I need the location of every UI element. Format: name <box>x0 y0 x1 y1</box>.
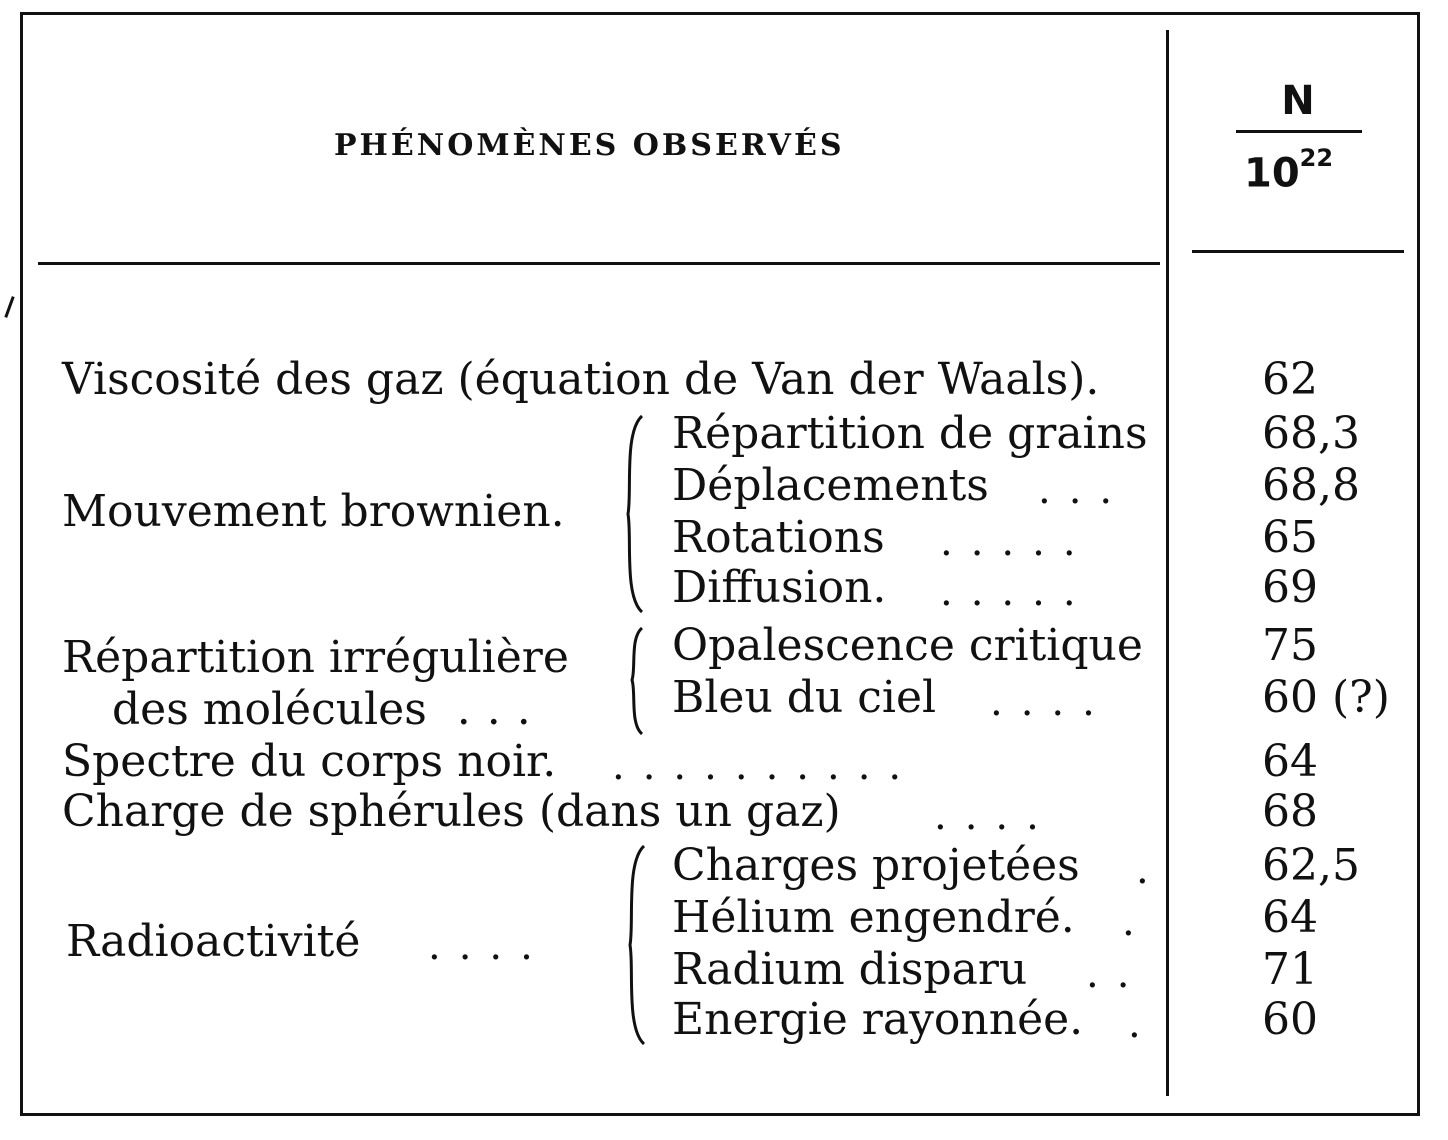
row-repartition-grains-label: Répartition de grains <box>672 408 1148 459</box>
row-bleu-ciel-label: Bleu du ciel <box>672 672 937 723</box>
margin-mark <box>4 296 14 318</box>
group-repartition-irreguliere: Répartition irrégulière <box>62 632 569 683</box>
row-repartition-grains-value: 68,3 <box>1262 408 1360 459</box>
group-des-molecules: des molécules <box>112 684 427 735</box>
brace-mouvement-brownien <box>618 412 648 616</box>
row-viscosite-label: Viscosité des gaz (équation de Van der Waals). <box>62 354 1100 405</box>
row-helium-value: 64 <box>1262 892 1318 943</box>
row-charges-projetees-leader: . <box>1136 847 1167 893</box>
row-spectre-leader: .......... <box>612 743 920 789</box>
group-radioactivite-leader: .... <box>428 923 551 969</box>
row-deplacements-label: Déplacements <box>672 460 989 511</box>
brace-radioactivite <box>620 842 650 1048</box>
row-rotations-leader: ..... <box>940 519 1094 565</box>
group-mouvement-brownien: Mouvement brownien. <box>62 486 565 537</box>
row-bleu-ciel-value: 60 (?) <box>1262 672 1390 723</box>
group-des-molecules-leader: ... <box>426 684 547 735</box>
header-denominator-exponent: 22 <box>1299 144 1334 172</box>
row-radium-value: 71 <box>1262 944 1318 995</box>
group-radioactivite: Radioactivité <box>66 916 361 967</box>
row-helium-label: Hélium engendré. <box>672 892 1075 943</box>
row-charge-spherules-label: Charge de sphérules (dans un gaz) <box>62 786 841 837</box>
row-charges-projetees-value: 62,5 <box>1262 840 1360 891</box>
row-diffusion-label: Diffusion. <box>672 562 887 613</box>
row-energie-label: Energie rayonnée. <box>672 994 1084 1045</box>
group-repartition-irreguliere-line2 <box>112 684 547 735</box>
row-energie-value: 60 <box>1262 994 1318 1045</box>
header-denominator-base: 10 <box>1244 150 1300 197</box>
row-energie-leader: . <box>1128 1001 1159 1047</box>
row-helium-leader: . <box>1122 899 1153 945</box>
row-rotations-label: Rotations <box>672 512 885 563</box>
row-charges-projetees-label: Charges projetées <box>672 840 1080 891</box>
header-denominator <box>1244 144 1334 197</box>
row-diffusion-value: 69 <box>1262 562 1318 613</box>
brace-repartition-irreguliere <box>624 624 648 738</box>
row-radium-leader: .. <box>1086 951 1148 997</box>
column-divider <box>1166 30 1169 1096</box>
row-deplacements-leader: ... <box>1038 467 1131 513</box>
row-radium-label: Radium disparu <box>672 944 1028 995</box>
row-rotations-value: 65 <box>1262 512 1318 563</box>
header-rule-left <box>38 262 1160 265</box>
header-phenomena: PHÉNOMÈNES OBSERVÉS <box>334 128 845 163</box>
row-spectre-label: Spectre du corps noir. <box>62 736 557 787</box>
row-viscosite-value: 62 <box>1262 354 1318 405</box>
header-numerator: N <box>1281 78 1315 124</box>
row-charge-spherules-leader: .... <box>934 793 1057 839</box>
row-charge-spherules-value: 68 <box>1262 786 1318 837</box>
header-fraction-bar <box>1236 130 1362 133</box>
row-deplacements-value: 68,8 <box>1262 460 1360 511</box>
row-opalescence-value: 75 <box>1262 620 1318 671</box>
row-spectre-value: 64 <box>1262 736 1318 787</box>
row-opalescence-label: Opalescence critique <box>672 620 1143 671</box>
row-diffusion-leader: ..... <box>940 569 1094 615</box>
row-bleu-ciel-leader: .... <box>990 679 1113 725</box>
header-rule-right <box>1192 250 1404 253</box>
